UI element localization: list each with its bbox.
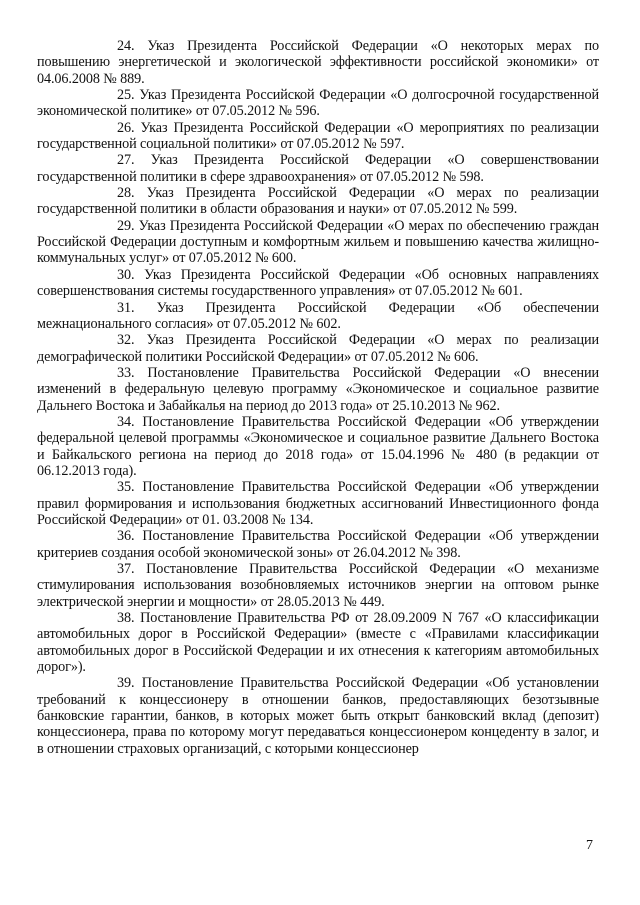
item-number: 37. xyxy=(117,561,135,577)
item-number: 26. xyxy=(117,119,135,136)
list-item xyxy=(37,561,599,610)
item-text: Постановление Правительства Российской Федерации «Об утверждении федеральной целевой программы «Экономическое и социальное развитие Дальнего Востока и Байкальского региона на период до 2018 года» от 15.04.1996 № 480 (в редакции от 06.12.2013 года). xyxy=(37,413,599,479)
item-text: Указ Президента Российской Федерации «О совершенствовании государственной политики в сфере здравоохранения» от 07.05.2012 № 598. xyxy=(37,152,599,185)
item-number: 27. xyxy=(117,152,135,169)
item-number: 39. xyxy=(117,675,135,692)
item-text: Постановление Правительства РФ от 28.09.2009 N 767 «О классификации автомобильных дорог в Российской Федерации» (вместе с «Правилами классификации автомобильных дорог в Российской Федерации и их отнесения к категориям автомобильных дорог»). xyxy=(37,610,600,676)
item-text: Указ Президента Российской Федерации «О долгосрочной государственной экономической политике» от 07.05.2012 № 596. xyxy=(37,87,599,120)
item-number: 35. xyxy=(117,479,135,496)
page-number: 7 xyxy=(586,838,593,853)
list-item xyxy=(37,152,599,185)
item-text: Указ Президента Российской Федерации «О мерах по реализации демографической политики Российской Федерации» от 07.05.2012 № 606. xyxy=(37,332,599,365)
list-item xyxy=(37,610,599,675)
list-item xyxy=(37,365,599,414)
item-text: Указ Президента Российской Федерации «Об основных направлениях совершенствования системы государственного управления» от 07.05.2012 № 601. xyxy=(37,266,599,300)
item-text: Постановление Правительства Российской Федерации «Об утверждении правил формирования и использования бюджетных ассигнований Инвестиционного фонда Российской Федерации» от 01. 03.2008 № 134. xyxy=(37,479,599,528)
item-number: 32. xyxy=(117,332,135,349)
item-number: 24. xyxy=(117,38,135,54)
item-number: 25. xyxy=(117,87,135,104)
item-text: Указ Президента Российской Федерации «Об обеспечении межнационального согласия» от 07.05.2012 № 602. xyxy=(37,299,599,332)
item-text: Указ Президента Российской Федерации «О мероприятиях по реализации государственной социальной политики» от 07.05.2012 № 597. xyxy=(37,119,599,153)
item-number: 36. xyxy=(117,528,135,545)
item-number: 29. xyxy=(117,217,135,234)
list-item xyxy=(37,414,599,479)
list-item xyxy=(37,218,599,267)
list-item xyxy=(37,87,599,120)
item-number: 28. xyxy=(117,185,135,202)
item-text: Указ Президента Российской Федерации «О некоторых мерах по повышению энергетической и экологической эффективности российской экономики» от 04.06.2008 № 889. xyxy=(37,38,599,87)
list-item xyxy=(37,675,599,757)
list-item xyxy=(37,300,599,333)
item-text: Постановление Правительства Российской Федерации «О механизме стимулирования использования возобновляемых источников энергии на оптовом рынке электрической энергии и мощности» от 28.05.2013 № 449. xyxy=(37,561,599,610)
list-item xyxy=(37,332,599,365)
item-number: 34. xyxy=(117,413,135,430)
item-number: 38. xyxy=(117,610,135,627)
item-text: Постановление Правительства Российской Федерации «О внесении изменений в федеральную целевую программу «Экономическое и социальное развитие Дальнего Востока и Забайкалья на период до 2013 года» от 25.10.2013 № 962. xyxy=(37,364,599,414)
item-number: 30. xyxy=(117,266,135,283)
document-body xyxy=(37,38,599,757)
item-number: 33. xyxy=(117,364,135,381)
list-item xyxy=(37,528,599,561)
item-text: Постановление Правительства Российской Федерации «Об утверждении критериев создания особой экономической зоны» от 26.04.2012 № 398. xyxy=(37,528,599,561)
list-item xyxy=(37,38,599,87)
list-item xyxy=(37,120,599,153)
list-item xyxy=(37,185,599,218)
list-item xyxy=(37,479,599,528)
item-text: Постановление Правительства Российской Федерации «Об установлении требований к концессионеру в отношении банков, предоставляющих безотзывные банковские гарантии, банков, в которых может быть открыт банковский вклад (депозит) концессионера, права по которому могут передаваться концессионером концеденту в залог, и в отношении страховых организаций, с которыми концессионер xyxy=(37,675,599,757)
item-text: Указ Президента Российской Федерации «О мерах по обеспечению граждан Российской Федерации доступным и комфортным жильем и повышению качества жилищно-коммунальных услуг» от 07.05.2012 № 600. xyxy=(37,217,600,267)
item-text: Указ Президента Российской Федерации «О мерах по реализации государственной политики в области образования и науки» от 07.05.2012 № 599. xyxy=(37,185,599,218)
item-number: 31. xyxy=(117,299,135,316)
list-item xyxy=(37,267,599,300)
